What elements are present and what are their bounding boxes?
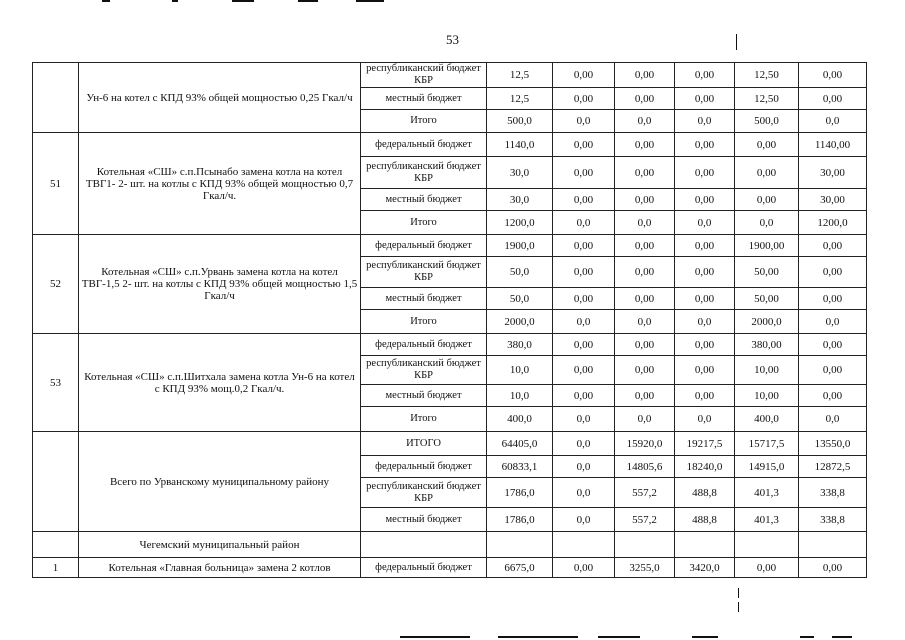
scan-artifact-top — [172, 0, 178, 2]
amount-cell: 557,2 — [615, 508, 675, 532]
funding-source: республиканский бюджет КБР — [361, 356, 487, 385]
amount-cell: 0,00 — [553, 235, 615, 257]
amount-cell: 3255,0 — [615, 558, 675, 578]
amount-cell: 500,0 — [487, 110, 553, 133]
amount-cell: 0,0 — [675, 211, 735, 235]
amount-cell: 0,00 — [553, 356, 615, 385]
funding-source: республиканский бюджет КБР — [361, 478, 487, 508]
page-number: 53 — [446, 32, 459, 47]
amount-cell: 19217,5 — [675, 432, 735, 456]
amount-cell: 0,00 — [735, 133, 799, 157]
amount-cell: 0,0 — [675, 110, 735, 133]
amount-cell: 0,00 — [675, 189, 735, 211]
amount-cell: 50,00 — [735, 257, 799, 288]
row-number: 1 — [33, 558, 79, 578]
amount-cell: 64405,0 — [487, 432, 553, 456]
empty-cell — [735, 532, 799, 558]
amount-cell: 0,00 — [675, 334, 735, 356]
amount-cell: 1900,00 — [735, 235, 799, 257]
amount-cell: 0,00 — [675, 356, 735, 385]
funding-source: республиканский бюджет КБР — [361, 157, 487, 189]
amount-cell: 0,0 — [553, 508, 615, 532]
amount-cell: 15920,0 — [615, 432, 675, 456]
measure-description: Котельная «Главная больница» замена 2 котлов — [79, 558, 361, 578]
empty-cell — [361, 532, 487, 558]
amount-cell: 12872,5 — [799, 456, 867, 478]
amount-cell: 338,8 — [799, 478, 867, 508]
amount-cell: 0,00 — [799, 288, 867, 310]
amount-cell: 401,3 — [735, 478, 799, 508]
amount-cell: 1140,0 — [487, 133, 553, 157]
amount-cell: 0,00 — [675, 88, 735, 110]
amount-cell: 1786,0 — [487, 478, 553, 508]
funding-source: Итого — [361, 211, 487, 235]
amount-cell: 10,0 — [487, 356, 553, 385]
amount-cell: 0,00 — [615, 88, 675, 110]
amount-cell: 0,0 — [675, 407, 735, 432]
row-number: 53 — [33, 334, 79, 432]
scan-artifact-right — [738, 602, 739, 612]
table-row — [33, 334, 867, 356]
amount-cell: 0,00 — [799, 356, 867, 385]
amount-cell: 12,5 — [487, 63, 553, 88]
amount-cell: 338,8 — [799, 508, 867, 532]
table-row — [33, 235, 867, 257]
amount-cell: 0,0 — [799, 310, 867, 334]
amount-cell: 6675,0 — [487, 558, 553, 578]
amount-cell: 0,00 — [615, 334, 675, 356]
amount-cell: 0,00 — [615, 157, 675, 189]
amount-cell: 0,00 — [615, 356, 675, 385]
funding-source: федеральный бюджет — [361, 334, 487, 356]
amount-cell: 2000,0 — [735, 310, 799, 334]
table-row — [33, 63, 867, 88]
amount-cell: 0,00 — [553, 385, 615, 407]
section-row — [33, 532, 867, 558]
amount-cell: 30,0 — [487, 157, 553, 189]
amount-cell: 0,0 — [553, 432, 615, 456]
funding-source: местный бюджет — [361, 385, 487, 407]
amount-cell: 10,0 — [487, 385, 553, 407]
section-title: Чегемский муниципальный район — [79, 532, 361, 558]
scan-artifact-bottom — [800, 636, 814, 638]
amount-cell: 0,0 — [553, 478, 615, 508]
amount-cell: 0,0 — [553, 456, 615, 478]
amount-cell: 0,00 — [675, 133, 735, 157]
amount-cell: 380,00 — [735, 334, 799, 356]
amount-cell: 0,00 — [799, 558, 867, 578]
amount-cell: 0,00 — [675, 288, 735, 310]
amount-cell: 0,00 — [553, 257, 615, 288]
amount-cell: 0,00 — [553, 133, 615, 157]
amount-cell: 0,00 — [553, 334, 615, 356]
amount-cell: 50,0 — [487, 257, 553, 288]
amount-cell: 12,50 — [735, 88, 799, 110]
amount-cell: 0,00 — [675, 63, 735, 88]
amount-cell: 14805,6 — [615, 456, 675, 478]
amount-cell: 0,0 — [799, 407, 867, 432]
amount-cell: 3420,0 — [675, 558, 735, 578]
amount-cell: 380,0 — [487, 334, 553, 356]
amount-cell: 15717,5 — [735, 432, 799, 456]
funding-source: местный бюджет — [361, 288, 487, 310]
funding-source: федеральный бюджет — [361, 235, 487, 257]
amount-cell: 400,0 — [487, 407, 553, 432]
amount-cell: 0,00 — [735, 189, 799, 211]
amount-cell: 0,0 — [553, 211, 615, 235]
funding-source: федеральный бюджет — [361, 133, 487, 157]
amount-cell: 0,00 — [615, 385, 675, 407]
amount-cell: 500,0 — [735, 110, 799, 133]
amount-cell: 400,0 — [735, 407, 799, 432]
row-number: 51 — [33, 133, 79, 235]
empty-cell — [615, 532, 675, 558]
amount-cell: 0,00 — [553, 88, 615, 110]
amount-cell: 0,0 — [675, 310, 735, 334]
measure-description: Котельная «СШ» с.п.Шитхала замена котла Ун-6 на котел с КПД 93% мощ.0,2 Гкал/ч. — [79, 334, 361, 432]
measure-description: Всего по Урванскому муниципальному району — [79, 432, 361, 532]
amount-cell: 12,5 — [487, 88, 553, 110]
amount-cell: 30,00 — [799, 189, 867, 211]
scan-artifact-top — [102, 0, 110, 2]
funding-source: местный бюджет — [361, 508, 487, 532]
funding-source: Итого — [361, 110, 487, 133]
scan-artifact-bottom — [692, 636, 718, 638]
amount-cell: 488,8 — [675, 508, 735, 532]
amount-cell: 0,00 — [799, 257, 867, 288]
amount-cell: 0,0 — [553, 110, 615, 133]
funding-source: местный бюджет — [361, 189, 487, 211]
amount-cell: 0,00 — [615, 288, 675, 310]
funding-source: Итого — [361, 310, 487, 334]
amount-cell: 557,2 — [615, 478, 675, 508]
row-number — [33, 432, 79, 532]
table-row — [33, 133, 867, 157]
amount-cell: 0,00 — [675, 235, 735, 257]
measure-description: Котельная «СШ» с.п.Урвань замена котла на котел ТВГ-1,5 2- шт. на котлы с КПД 93% общей мощностью 1,5 Гкал/ч — [79, 235, 361, 334]
amount-cell: 13550,0 — [799, 432, 867, 456]
scan-artifact-top — [232, 0, 254, 2]
amount-cell: 0,00 — [735, 157, 799, 189]
measure-description: Котельная «СШ» с.п.Псынабо замена котла на котел ТВГ1- 2- шт. на котлы с КПД 93% общей мощностью 0,7 Гкал/ч. — [79, 133, 361, 235]
amount-cell: 0,0 — [799, 110, 867, 133]
amount-cell: 0,00 — [553, 288, 615, 310]
funding-source: федеральный бюджет — [361, 456, 487, 478]
amount-cell: 0,0 — [553, 310, 615, 334]
empty-cell — [675, 532, 735, 558]
amount-cell: 1200,0 — [799, 211, 867, 235]
amount-cell: 1900,0 — [487, 235, 553, 257]
amount-cell: 0,00 — [675, 385, 735, 407]
row-number — [33, 63, 79, 133]
amount-cell: 401,3 — [735, 508, 799, 532]
funding-source: местный бюджет — [361, 88, 487, 110]
table-row — [33, 432, 867, 456]
amount-cell: 18240,0 — [675, 456, 735, 478]
amount-cell: 0,00 — [615, 257, 675, 288]
amount-cell: 10,00 — [735, 385, 799, 407]
amount-cell: 0,0 — [553, 407, 615, 432]
amount-cell: 0,00 — [615, 133, 675, 157]
amount-cell: 0,00 — [799, 235, 867, 257]
row-number: 52 — [33, 235, 79, 334]
scan-artifact-bottom — [598, 636, 640, 638]
amount-cell: 0,00 — [553, 558, 615, 578]
scan-artifact-top — [356, 0, 384, 2]
amount-cell: 0,0 — [615, 211, 675, 235]
amount-cell: 488,8 — [675, 478, 735, 508]
amount-cell: 0,00 — [615, 235, 675, 257]
amount-cell: 60833,1 — [487, 456, 553, 478]
scan-artifact-right — [738, 588, 739, 598]
amount-cell: 0,00 — [799, 63, 867, 88]
amount-cell: 0,00 — [675, 257, 735, 288]
amount-cell: 0,0 — [615, 310, 675, 334]
amount-cell: 0,0 — [735, 211, 799, 235]
empty-cell — [553, 532, 615, 558]
table-row — [33, 558, 867, 578]
scan-artifact-bottom — [832, 636, 852, 638]
amount-cell: 1140,00 — [799, 133, 867, 157]
amount-cell: 0,00 — [675, 157, 735, 189]
amount-cell: 10,00 — [735, 356, 799, 385]
amount-cell: 0,00 — [553, 157, 615, 189]
amount-cell: 1786,0 — [487, 508, 553, 532]
scan-artifact-bottom — [400, 636, 470, 638]
amount-cell: 30,0 — [487, 189, 553, 211]
funding-source: республиканский бюджет КБР — [361, 63, 487, 88]
amount-cell: 12,50 — [735, 63, 799, 88]
funding-source: ИТОГО — [361, 432, 487, 456]
amount-cell: 14915,0 — [735, 456, 799, 478]
amount-cell: 0,00 — [553, 189, 615, 211]
empty-cell — [487, 532, 553, 558]
amount-cell: 0,0 — [615, 407, 675, 432]
amount-cell: 0,00 — [799, 88, 867, 110]
budget-table — [32, 62, 867, 578]
amount-cell: 0,00 — [553, 63, 615, 88]
amount-cell: 0,00 — [615, 63, 675, 88]
funding-source: Итого — [361, 407, 487, 432]
amount-cell: 0,00 — [799, 334, 867, 356]
empty-cell — [799, 532, 867, 558]
amount-cell: 0,00 — [799, 385, 867, 407]
amount-cell: 50,0 — [487, 288, 553, 310]
funding-source: республиканский бюджет КБР — [361, 257, 487, 288]
amount-cell: 1200,0 — [487, 211, 553, 235]
row-number — [33, 532, 79, 558]
funding-source: федеральный бюджет — [361, 558, 487, 578]
scan-artifact-top — [298, 0, 318, 2]
measure-description: Ун-6 на котел с КПД 93% общей мощностью 0,25 Гкал/ч — [79, 63, 361, 133]
amount-cell: 30,00 — [799, 157, 867, 189]
amount-cell: 50,00 — [735, 288, 799, 310]
amount-cell: 0,00 — [735, 558, 799, 578]
amount-cell: 0,0 — [615, 110, 675, 133]
scan-artifact-bottom — [498, 636, 578, 638]
amount-cell: 2000,0 — [487, 310, 553, 334]
amount-cell: 0,00 — [615, 189, 675, 211]
